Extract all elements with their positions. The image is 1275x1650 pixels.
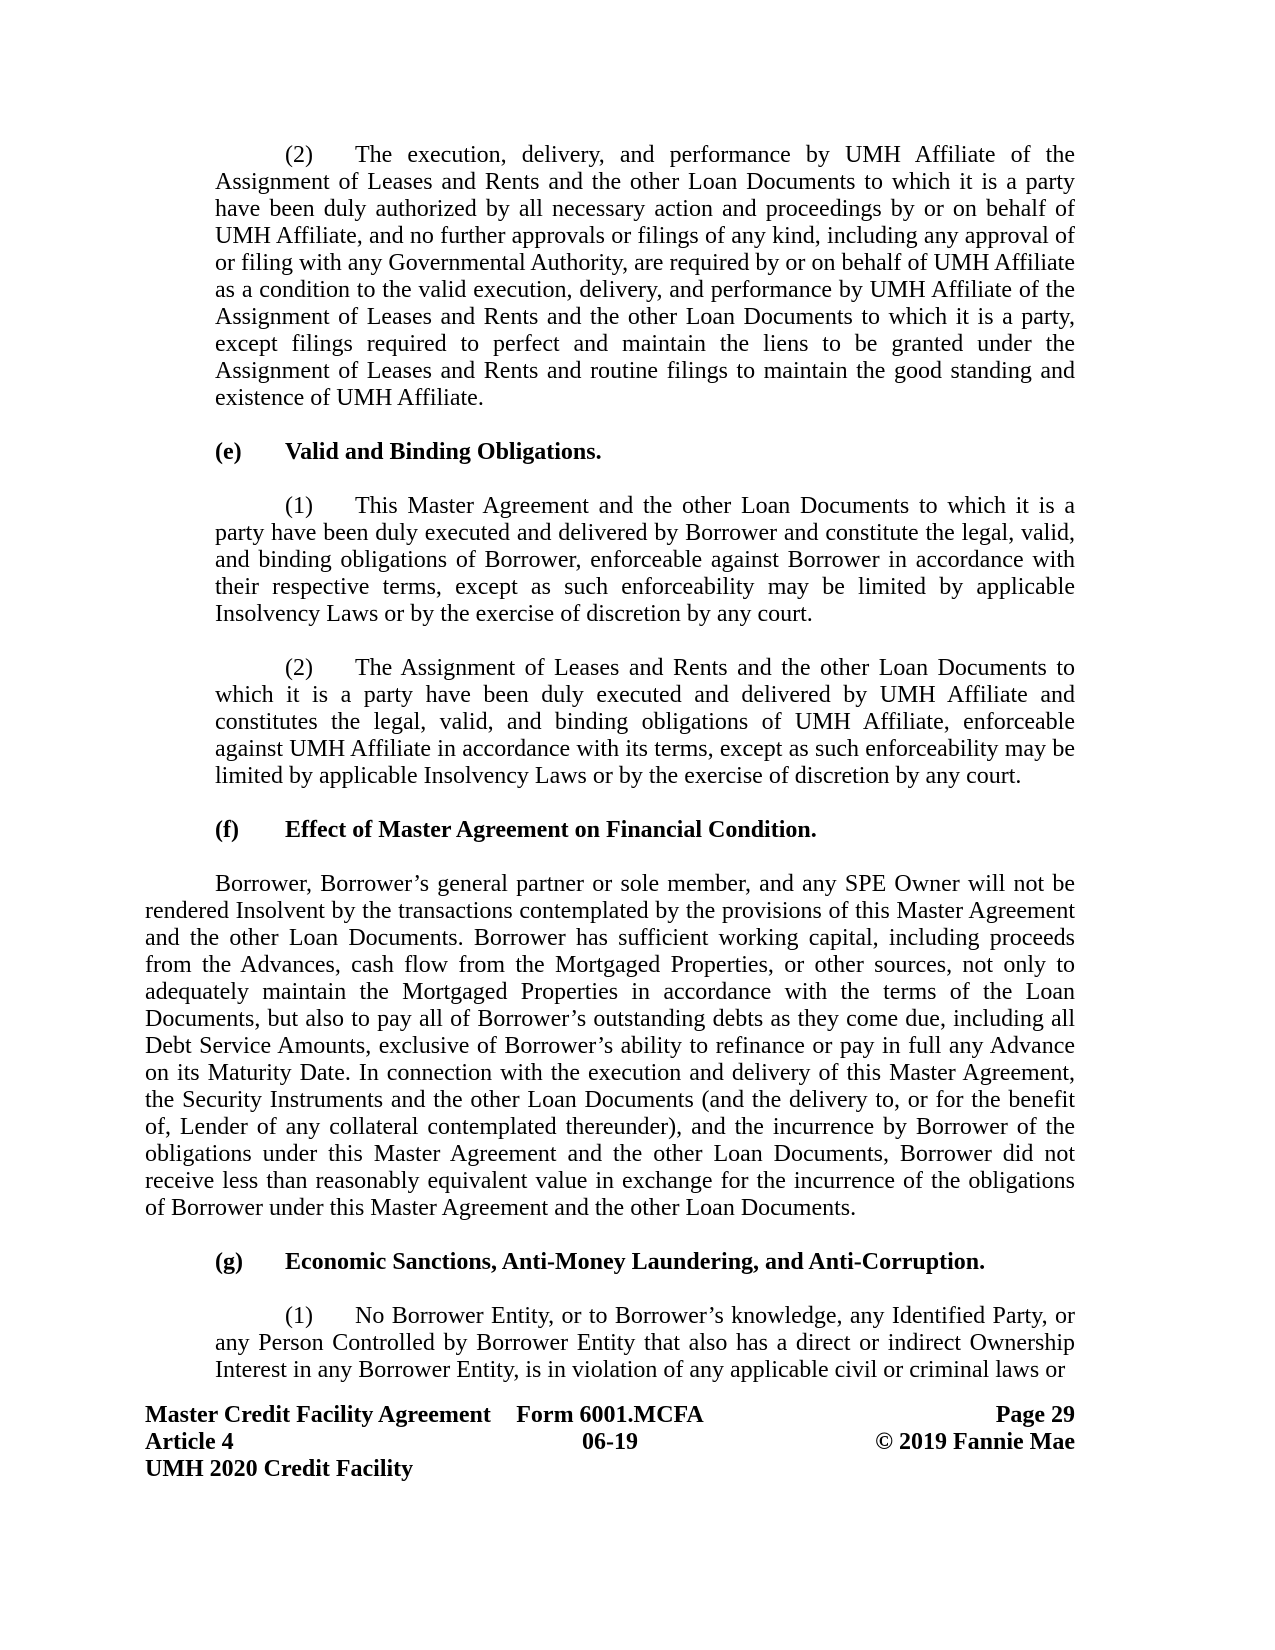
paragraph-number: (2)	[285, 655, 313, 681]
paragraph-d-2	[215, 142, 1075, 412]
heading-title: Economic Sanctions, Anti-Money Laundering, and Anti-Corruption.	[285, 1249, 986, 1275]
page-footer	[145, 1402, 1075, 1483]
footer-right-block	[704, 1402, 1075, 1483]
footer-left-block	[145, 1402, 516, 1483]
heading-e	[215, 439, 1075, 466]
paragraph-text: The Assignment of Leases and Rents and the other Loan Documents to which it is a party have been duly executed and delivered by UMH Affiliate and constitutes the legal, valid, and binding obligations of UMH Affiliate, enforceable against UMH Affiliate in accordance with its terms, except as such enforceability may be limited by applicable Insolvency Laws or by the exercise of discretion by any court.	[215, 655, 1075, 789]
footer-copyright: © 2019 Fannie Mae	[875, 1429, 1075, 1455]
footer-page-number: Page 29	[995, 1402, 1075, 1428]
paragraph-number: (1)	[285, 493, 313, 519]
heading-g	[215, 1249, 1075, 1276]
footer-form-date: 06-19	[582, 1429, 638, 1455]
paragraph-text: The execution, delivery, and performance by UMH Affiliate of the Assignment of Leases and Rents and the other Loan Documents to which it is a party have been duly authorized by all necessary action and proceedings by or on behalf of UMH Affiliate, and no further approvals or filings of any kind, including any approval of or filing with any Governmental Authority, are required by or on behalf of UMH Affiliate as a condition to the valid execution, delivery, and performance by UMH Affiliate of the Assignment of Leases and Rents and the other Loan Documents to which it is a party, except filings required to perfect and maintain the liens to be granted under the Assignment of Leases and Rents and routine filings to maintain the good standing and existence of UMH Affiliate.	[215, 142, 1075, 411]
heading-number: (f)	[215, 817, 239, 843]
heading-number: (g)	[215, 1249, 243, 1275]
heading-f	[215, 817, 1075, 844]
paragraph-g-1	[215, 1303, 1075, 1384]
footer-center-block	[516, 1402, 704, 1483]
paragraph-e-1	[215, 493, 1075, 628]
heading-number: (e)	[215, 439, 242, 465]
paragraph-number: (1)	[285, 1303, 313, 1329]
paragraph-text: This Master Agreement and the other Loan Documents to which it is a party have been duly executed and delivered by Borrower and constitute the legal, valid, and binding obligations of Borrower, enforceable against Borrower in accordance with their respective terms, except as such enforceability may be limited by applicable Insolvency Laws or by the exercise of discretion by any court.	[215, 493, 1075, 627]
heading-title: Effect of Master Agreement on Financial Condition.	[285, 817, 817, 843]
paragraph-e-2	[215, 655, 1075, 790]
footer-document-title: Master Credit Facility Agreement	[145, 1402, 491, 1428]
paragraph-text: No Borrower Entity, or to Borrower’s knowledge, any Identified Party, or any Person Controlled by Borrower Entity that also has a direct or indirect Ownership Interest in any Borrower Entity, is in violation of any applicable civil or criminal laws or	[215, 1303, 1075, 1383]
heading-title: Valid and Binding Obligations.	[285, 439, 602, 465]
paragraph-number: (2)	[285, 142, 313, 168]
paragraph-f-body	[145, 871, 1075, 1222]
footer-form-number: Form 6001.MCFA	[516, 1402, 704, 1428]
paragraph-text: Borrower, Borrower’s general partner or sole member, and any SPE Owner will not be rendered Insolvent by the transactions contemplated by the provisions of this Master Agreement and the other Loan Documents. Borrower has sufficient working capital, including proceeds from the Advances, cash flow from the Mortgaged Properties, or other sources, not only to adequately maintain the Mortgaged Properties in accordance with the terms of the Loan Documents, but also to pay all of Borrower’s outstanding debts as they come due, including all Debt Service Amounts, exclusive of Borrower’s ability to refinance or pay in full any Advance on its Maturity Date. In connection with the execution and delivery of this Master Agreement, the Security Instruments and the other Loan Documents (and the delivery to, or for the benefit of, Lender of any collateral contemplated thereunder), and the incurrence by Borrower of the obligations under this Master Agreement and the other Loan Documents, Borrower did not receive less than reasonably equivalent value in exchange for the incurrence of the obligations of Borrower under this Master Agreement and the other Loan Documents.	[145, 871, 1075, 1221]
footer-facility: UMH 2020 Credit Facility	[145, 1456, 414, 1482]
footer-article: Article 4	[145, 1429, 234, 1455]
